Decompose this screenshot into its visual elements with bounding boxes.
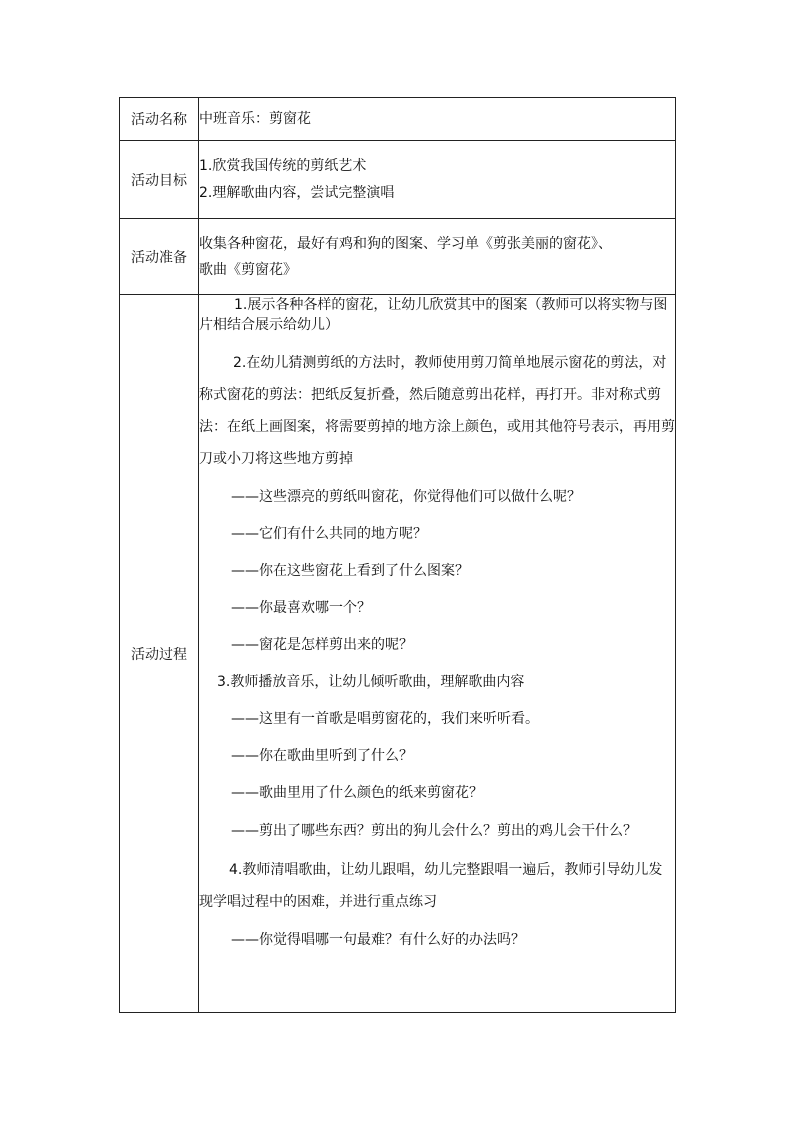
process-question: ——你最喜欢哪一个？ [231,600,371,616]
prep-line: 收集各种窗花，最好有鸡和狗的图案、学习单《剪张美丽的窗花》、 [199,235,612,252]
row-activity-process [120,295,676,1013]
row-activity-name [120,98,676,141]
process-question: ——你觉得唱哪一句最难？有什么好的办法吗？ [231,932,525,948]
label-activity-prep: 活动准备 [120,219,199,295]
process-question: ——窗花是怎样剪出来的呢？ [231,637,413,653]
process-question: ——歌曲里用了什么颜色的纸来剪窗花？ [231,785,483,801]
activity-goal-content [199,141,676,219]
goal-line: 1.欣赏我国传统的剪纸艺术 [199,158,367,174]
row-activity-prep [120,219,676,295]
process-step: 4.教师清唱歌曲，让幼儿跟唱，幼儿完整跟唱一遍后，教师引导幼儿发现学唱过程中的困难，并进行重点练习 [199,862,663,910]
process-question: ——它们有什么共同的地方呢？ [231,526,427,542]
goal-line: 2.理解歌曲内容，尝试完整演唱 [199,185,395,201]
label-activity-goal: 活动目标 [120,141,199,219]
process-question: ——你在这些窗花上看到了什么图案？ [231,563,469,579]
process-question: ——这些漂亮的剪纸叫窗花，你觉得他们可以做什么呢？ [231,489,581,505]
process-step: 1.展示各种各样的窗花，让幼儿欣赏其中的图案（教师可以将实物与图片相结合展示给幼儿） [199,297,668,333]
activity-prep-content [199,219,676,295]
process-step: 2.在幼儿猜测剪纸的方法时，教师使用剪刀简单地展示窗花的剪法，对称式窗花的剪法：把纸反复折叠，然后随意剪出花样，再打开。非对称式剪法：在纸上画图案，将需要剪掉的地方涂上颜色，或用其他符号表示，再用剪刀或小刀将这些地方剪掉 [199,355,675,467]
activity-name-value: 中班音乐：剪窗花 [199,98,676,141]
label-activity-process: 活动过程 [120,295,199,1013]
process-question: ——这里有一首歌是唱剪窗花的，我们来听听看。 [231,711,539,727]
process-question: ——你在歌曲里听到了什么？ [231,748,413,764]
prep-line: 歌曲《剪窗花》 [199,261,297,278]
process-step: 3.教师播放音乐，让幼儿倾听歌曲，理解歌曲内容 [217,674,525,690]
label-activity-name: 活动名称 [120,98,199,141]
activity-plan-table [119,97,676,1013]
process-question: ——剪出了哪些东西？剪出的狗儿会什么？剪出的鸡儿会干什么？ [231,823,637,839]
activity-process-content [199,295,676,1013]
row-activity-goal [120,141,676,219]
